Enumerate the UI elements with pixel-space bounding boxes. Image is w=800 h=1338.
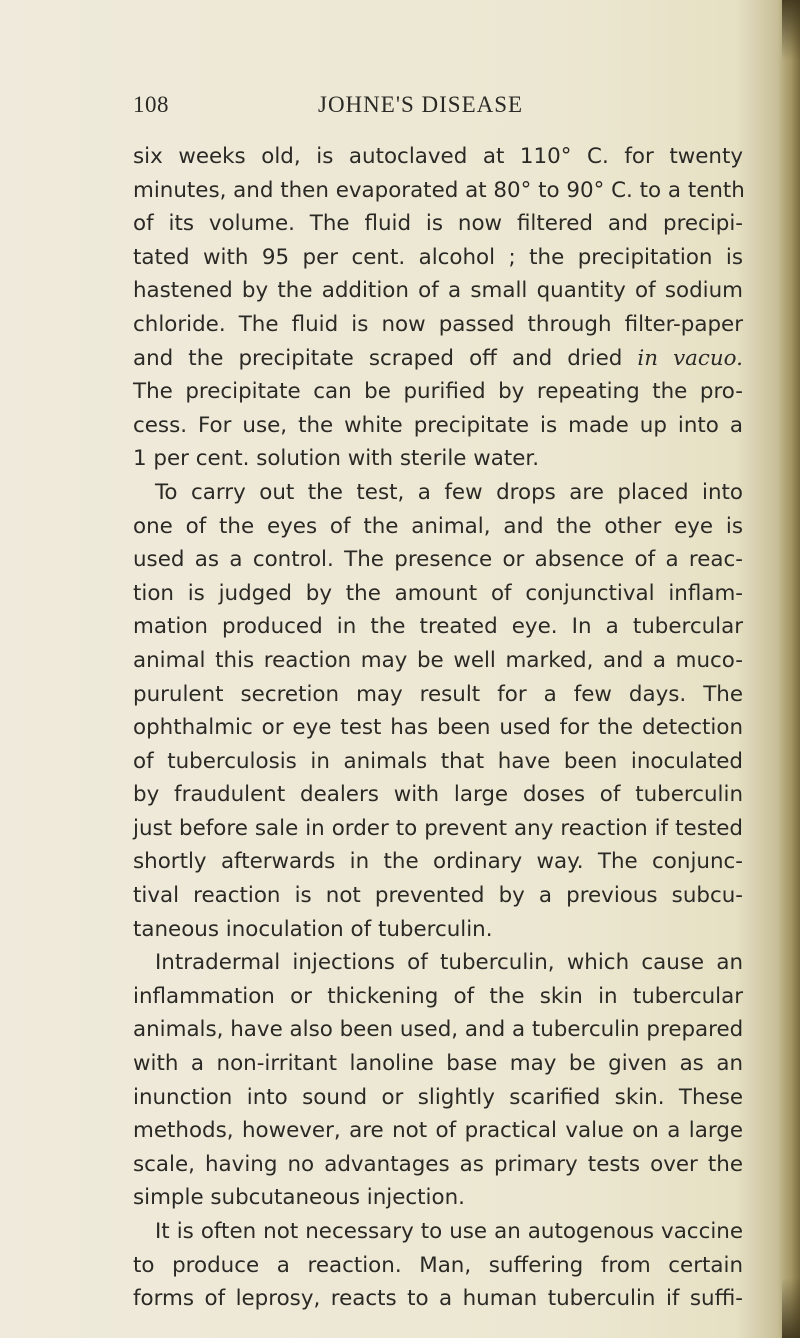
text-line: mation produced in the treated eye. In a tubercular xyxy=(133,614,743,640)
text-line: and the precipitate scraped off and dried in vacuo. xyxy=(133,345,743,371)
text-line: with a non-irritant lanoline base may be given as an xyxy=(133,1051,743,1077)
text-line: of tuberculosis in animals that have been inoculated xyxy=(133,748,743,774)
text-line: just before sale in order to prevent any reaction if tested xyxy=(133,815,743,841)
text-line: six weeks old, is autoclaved at 110° C. for twenty xyxy=(133,144,743,169)
paragraph xyxy=(133,476,743,946)
page-corner-bottom xyxy=(782,1278,800,1338)
paragraph xyxy=(133,140,743,476)
text-line: shortly afterwards in the ordinary way. The conjunc- xyxy=(133,849,743,875)
text-line: It is often not necessary to use an autogenous vaccine xyxy=(155,1219,743,1244)
text-line: animal this reaction may be well marked, and a muco- xyxy=(133,647,743,673)
text-line: 1 per cent. solution with sterile water. xyxy=(133,446,540,472)
paragraph xyxy=(133,1215,743,1316)
text-line: taneous inoculation of tuberculin. xyxy=(133,916,493,942)
text-line: simple subcutaneous injection. xyxy=(133,1185,465,1211)
text-line: by fraudulent dealers with large doses of tuberculin xyxy=(133,782,743,808)
text-line: animals, have also been used, and a tuberculin prepared xyxy=(133,1017,744,1043)
text-line: used as a control. The presence or absence of a reac- xyxy=(133,547,743,573)
body-text xyxy=(133,140,743,1316)
text-line: hastened by the addition of a small quantity of sodium xyxy=(133,278,743,304)
text-line: tated with 95 per cent. alcohol ; the precipitation is xyxy=(133,244,743,270)
text-line: forms of leprosy, reacts to a human tuberculin if suffi- xyxy=(133,1286,743,1312)
paragraph xyxy=(133,946,743,1215)
text-line: inunction into sound or slightly scarified skin. These xyxy=(133,1084,743,1110)
text-line: inflammation or thickening of the skin in tubercular xyxy=(133,983,743,1009)
page-edge-shadow xyxy=(778,0,800,1338)
text-line: of its volume. The fluid is now filtered and precipi- xyxy=(133,211,743,237)
text-line: one of the eyes of the animal, and the other eye is xyxy=(133,513,743,539)
text-line: The precipitate can be purified by repeating the pro- xyxy=(133,379,743,405)
text-line: ophthalmic or eye test has been used for the detection xyxy=(133,715,743,741)
text-line: scale, having no advantages as primary tests over the xyxy=(133,1151,743,1177)
page-header xyxy=(133,92,693,122)
page-corner-top xyxy=(782,0,800,60)
running-title: JOHNE'S DISEASE xyxy=(318,92,524,117)
text-line: minutes, and then evaporated at 80° to 90° C. to a tenth xyxy=(133,177,745,203)
text-line: purulent secretion may result for a few days. The xyxy=(133,681,743,707)
text-line: cess. For use, the white precipitate is made up into a xyxy=(133,412,743,438)
page-number: 108 xyxy=(133,92,169,117)
text-line: To carry out the test, a few drops are placed into xyxy=(155,479,743,505)
text-line: to produce a reaction. Man, suffering from certain xyxy=(133,1252,743,1278)
text-line: methods, however, are not of practical value on a large xyxy=(133,1118,743,1144)
text-line: chloride. The fluid is now passed through filter-paper xyxy=(133,311,743,337)
text-line: tion is judged by the amount of conjunctival inflam- xyxy=(133,580,743,606)
text-line: tival reaction is not prevented by a previous subcu- xyxy=(133,883,743,909)
italic-phrase: in vacuo. xyxy=(637,345,743,371)
text-line: Intradermal injections of tuberculin, which cause an xyxy=(155,950,743,976)
